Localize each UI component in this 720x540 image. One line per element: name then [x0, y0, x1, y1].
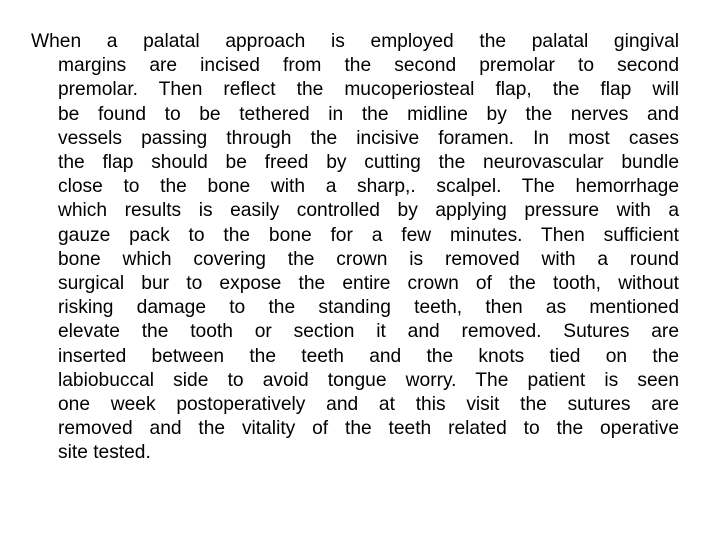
- paragraph-line: site tested.: [58, 442, 151, 464]
- paragraph-line: elevate the tooth or section it and removed. Sutures are: [58, 321, 679, 343]
- paragraph-line: premolar. Then reflect the mucoperiosteal flap, the flap will: [58, 79, 679, 101]
- paragraph-line: inserted between the teeth and the knots tied on the: [58, 345, 679, 367]
- paragraph-line: labiobuccal side to avoid tongue worry. The patient is seen: [58, 369, 679, 391]
- paragraph-line: which results is easily controlled by applying pressure with a: [58, 200, 679, 222]
- paragraph-line: the flap should be freed by cutting the neurovascular bundle: [58, 152, 679, 174]
- paragraph-line: close to the bone with a sharp,. scalpel. The hemorrhage: [58, 176, 679, 198]
- body-paragraph: [31, 30, 679, 466]
- paragraph-line: removed and the vitality of the teeth related to the operative: [58, 418, 679, 440]
- paragraph-line: risking damage to the standing teeth, then as mentioned: [58, 297, 679, 319]
- paragraph-line: one week postoperatively and at this visit the sutures are: [58, 394, 679, 416]
- paragraph-line: bone which covering the crown is removed with a round: [58, 248, 679, 270]
- paragraph-line: When a palatal approach is employed the palatal gingival: [31, 31, 679, 52]
- paragraph-line: margins are incised from the second premolar to second: [58, 55, 679, 77]
- paragraph-line: vessels passing through the incisive foramen. In most cases: [58, 127, 679, 149]
- paragraph-line: gauze pack to the bone for a few minutes. Then sufficient: [58, 224, 679, 246]
- paragraph-line: surgical bur to expose the entire crown of the tooth, without: [58, 273, 679, 295]
- paragraph-line: be found to be tethered in the midline by the nerves and: [58, 103, 679, 125]
